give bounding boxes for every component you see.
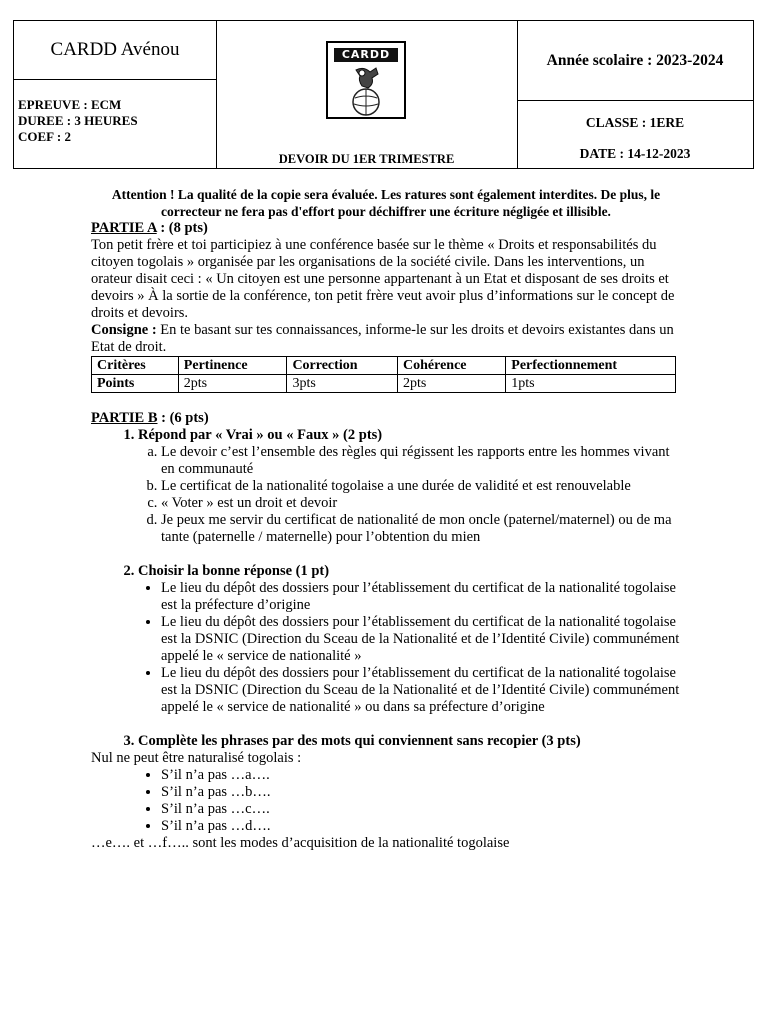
question-1-items [138,444,681,546]
grading-header-cell: Critères [92,357,179,375]
partie-a-heading [91,220,681,237]
duree-label: DUREE : 3 HEURES [18,113,138,128]
exam-header [13,20,754,169]
coef-label: COEF : 2 [18,129,71,144]
list-item: • S’il n’a pas …d…. [161,818,681,835]
exam-content [91,186,681,852]
question-2 [138,563,681,733]
partie-a-text: Ton petit frère et toi participiez à une conférence basée sur le thème « Droits et responsabilités du citoyen togolais » organisée par les organisations de la société civile. Dans les interventions, un orateur disait ceci : « Un citoyen est une personne appartenant à un Etat et disposant de ses droits et devoirs » À la sortie de la conférence, ton petit frère veut avoir plus d’informations sur le concept de droits et devoirs. [91,237,675,321]
partie-b-label: PARTIE B [91,410,158,426]
question-1-title: Répond par « Vrai » ou « Faux » (2 pts) [138,427,383,443]
list-item: • S’il n’a pas …a…. [161,767,681,784]
list-item: • Le lieu du dépôt des dossiers pour l’établissement du certificat de la nationalité togolaise est la DSNIC (Direction du Sceau de la Nationalité et de l’Identité Civile) communément appelé le « service de nationalité » [161,614,681,665]
grading-header-cell: Correction [287,357,398,375]
question-3-title: Complète les phrases par des mots qui conviennent sans recopier (3 pts) [138,733,581,749]
epreuve-label: EPREUVE : ECM [18,97,122,112]
partie-b-points: : (6 pts) [157,410,209,426]
header-left-column [14,21,217,168]
partie-a-points: : (8 pts) [156,220,208,236]
grading-table [91,356,676,393]
grading-points-cell: 2pts [398,375,506,393]
question-3-outro: …e…. et …f….. sont les modes d’acquisition de la nationalité togolaise [91,835,510,851]
devoir-title: DEVOIR DU 1ER TRIMESTRE [278,152,455,166]
grading-points-cell: 1pts [506,375,676,393]
partie-b-heading [91,410,681,427]
logo-text: CARDD [334,48,398,62]
list-item: a. Le devoir c’est l’ensemble des règles qui régissent les rapports entre les hommes vivant en communauté [161,444,681,478]
school-logo [326,41,406,119]
list-item: b. Le certificat de la nationalité togolaise a une durée de validité et est renouvelable [161,478,681,495]
question-2-items [138,580,681,716]
exam-info [18,97,138,145]
classe-label: CLASSE : 1ERE [585,115,685,130]
grading-header-cell: Perfectionnement [506,357,676,375]
list-item: • S’il n’a pas …b…. [161,784,681,801]
grading-points-row [92,375,676,393]
partie-a-label: PARTIE A [91,220,157,236]
grading-header-cell: Cohérence [398,357,506,375]
list-item: c. « Voter » est un droit et devoir [161,495,681,512]
header-middle-column [216,21,518,168]
school-year: Année scolaire : 2023-2024 [517,21,753,101]
question-3-intro: Nul ne peut être naturalisé togolais : [91,750,302,766]
list-item: • Le lieu du dépôt des dossiers pour l’établissement du certificat de la nationalité togolaise est la DSNIC (Direction du Sceau de la Nationalité et de l’Identité Civile) communément appelé le « service de nationalité » ou dans sa préfecture d’origine [161,665,681,716]
question-3-items [91,767,681,835]
question-3 [138,733,681,750]
attention-note: Attention ! La qualité de la copie sera évaluée. Les ratures sont également interdites. De plus, le correcteur ne fera pas d'effort pour déchiffrer une écriture négligée et illisible. [111,187,661,219]
grading-points-cell: 2pts [178,375,287,393]
grading-points-cell: 3pts [287,375,398,393]
consigne-text: En te basant sur tes connaissances, informe-le sur les droits et devoirs existantes dans un Etat de droit. [91,322,674,355]
consigne [91,322,681,356]
list-item: • Le lieu du dépôt des dossiers pour l’établissement du certificat de la nationalité togolaise est la préfecture d’origine [161,580,681,614]
list-item: d. Je peux me servir du certificat de nationalité de mon oncle (paternel/maternel) ou de ma tante (paternelle / maternelle) pour l’obtention du mien [161,512,681,546]
school-name: CARDD Avénou [14,21,216,80]
date-label: DATE : 14-12-2023 [579,146,691,161]
grading-points-cell: Points [92,375,179,393]
question-1 [138,427,681,563]
logo-emblem-icon [336,64,396,116]
grading-header-cell: Pertinence [178,357,287,375]
list-item: • S’il n’a pas …c…. [161,801,681,818]
header-right-column [517,21,753,168]
grading-header-row [92,357,676,375]
partie-b-questions [91,427,681,750]
question-2-title: Choisir la bonne réponse (1 pt) [138,563,330,579]
consigne-label: Consigne : [91,322,157,338]
